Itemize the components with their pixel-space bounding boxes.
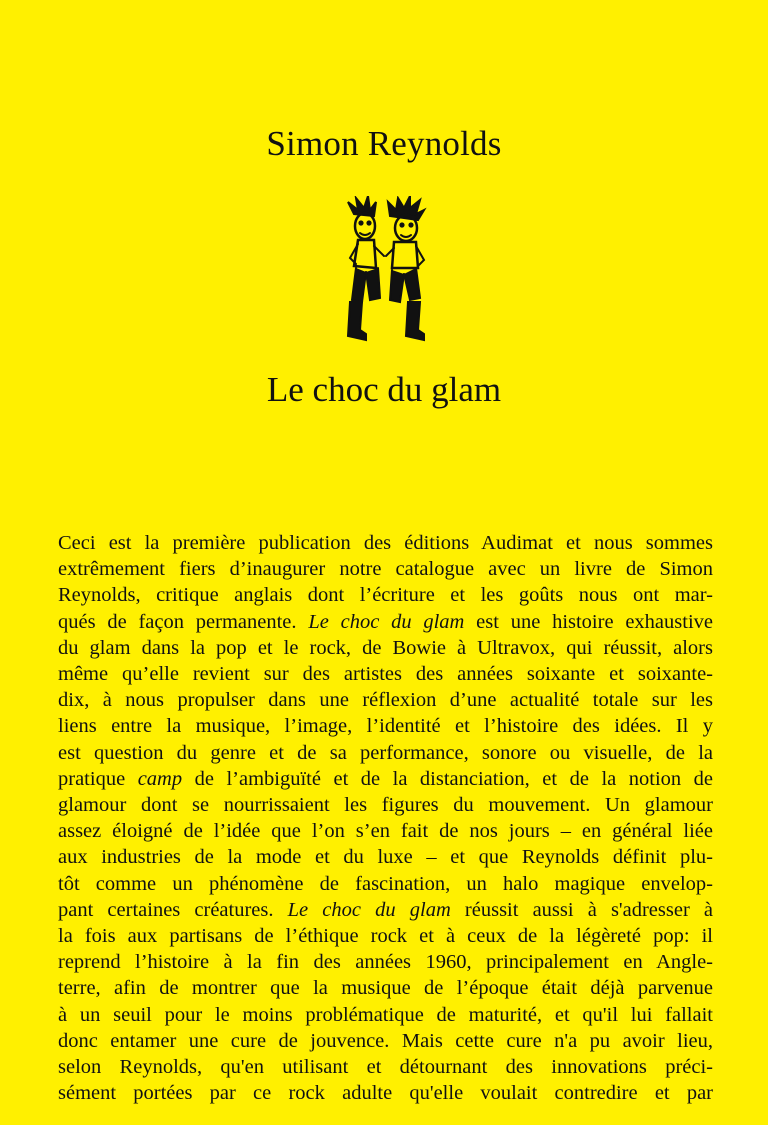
blurb-line: reprend l’histoire à la fin des années 1960, principalement en Angle-: [58, 951, 713, 974]
twin-glam-figures-icon: [340, 196, 430, 348]
blurb-line: Reynolds, critique anglais dont l’écriture et les goûts nous ont mar-: [58, 584, 713, 607]
blurb-line: tôt comme un phénomène de fascination, un halo magique envelop-: [58, 872, 713, 895]
blurb-line: aux industries de la mode et du luxe – et que Reynolds définit plu-: [58, 846, 713, 869]
book-title: Le choc du glam: [266, 370, 502, 409]
italic-title: Le choc du glam: [308, 610, 465, 633]
blurb-line: Ceci est la première publication des éditions Audimat et nous sommes: [58, 532, 713, 554]
blurb-line: est question du genre et de sa performance, sonore ou visuelle, de la: [58, 741, 713, 764]
italic-title: camp: [137, 767, 183, 790]
blurb-line: liens entre la musique, l’image, l’identité et l’histoire des idées. Il y: [58, 715, 713, 738]
blurb-line: assez éloigné de l’idée que l’on s’en fait de nos jours – en général liée: [58, 820, 713, 843]
blurb-line: sément portées par ce rock adulte qu'elle voulait contredire et par: [58, 1082, 713, 1105]
blurb-line: du glam dans la pop et le rock, de Bowie à Ultravox, qui réussit, alors: [58, 636, 713, 659]
blurb-line: la fois aux partisans de l’éthique rock et à ceux de la légèreté pop: il: [58, 925, 713, 948]
blurb-line: pratique camp de l’ambiguïté et de la distanciation, et de la notion de: [58, 767, 714, 790]
blurb-text: [58, 530, 713, 1106]
author-name: Simon Reynolds: [266, 124, 502, 163]
blurb-line: à un seuil pour le moins problématique de maturité, et qu'il lui fallait: [58, 1003, 713, 1026]
blurb-line: extrêmement fiers d’inaugurer notre catalogue avec un livre de Simon: [58, 558, 713, 581]
blurb-line: qués de façon permanente. Le choc du glam est une histoire exhaustive: [58, 610, 713, 633]
blurb-line: terre, afin de montrer que la musique de l’époque était déjà parvenue: [58, 977, 713, 1000]
blurb-line: même qu’elle revient sur des artistes des années soixante et soixante-: [58, 663, 713, 686]
blurb-line: dix, à nous propulser dans une réflexion d’une actualité totale sur les: [58, 689, 713, 712]
blurb-line: glamour dont se nourrissaient les figures du mouvement. Un glamour: [58, 794, 713, 817]
italic-title: Le choc du glam: [287, 898, 451, 921]
blurb-line: selon Reynolds, qu'en utilisant et détournant des innovations préci-: [58, 1056, 713, 1079]
blurb-line: pant certaines créatures. Le choc du glam réussit aussi à s'adresser à: [58, 898, 714, 921]
blurb-line: donc entamer une cure de jouvence. Mais cette cure n'a pu avoir lieu,: [58, 1029, 713, 1052]
